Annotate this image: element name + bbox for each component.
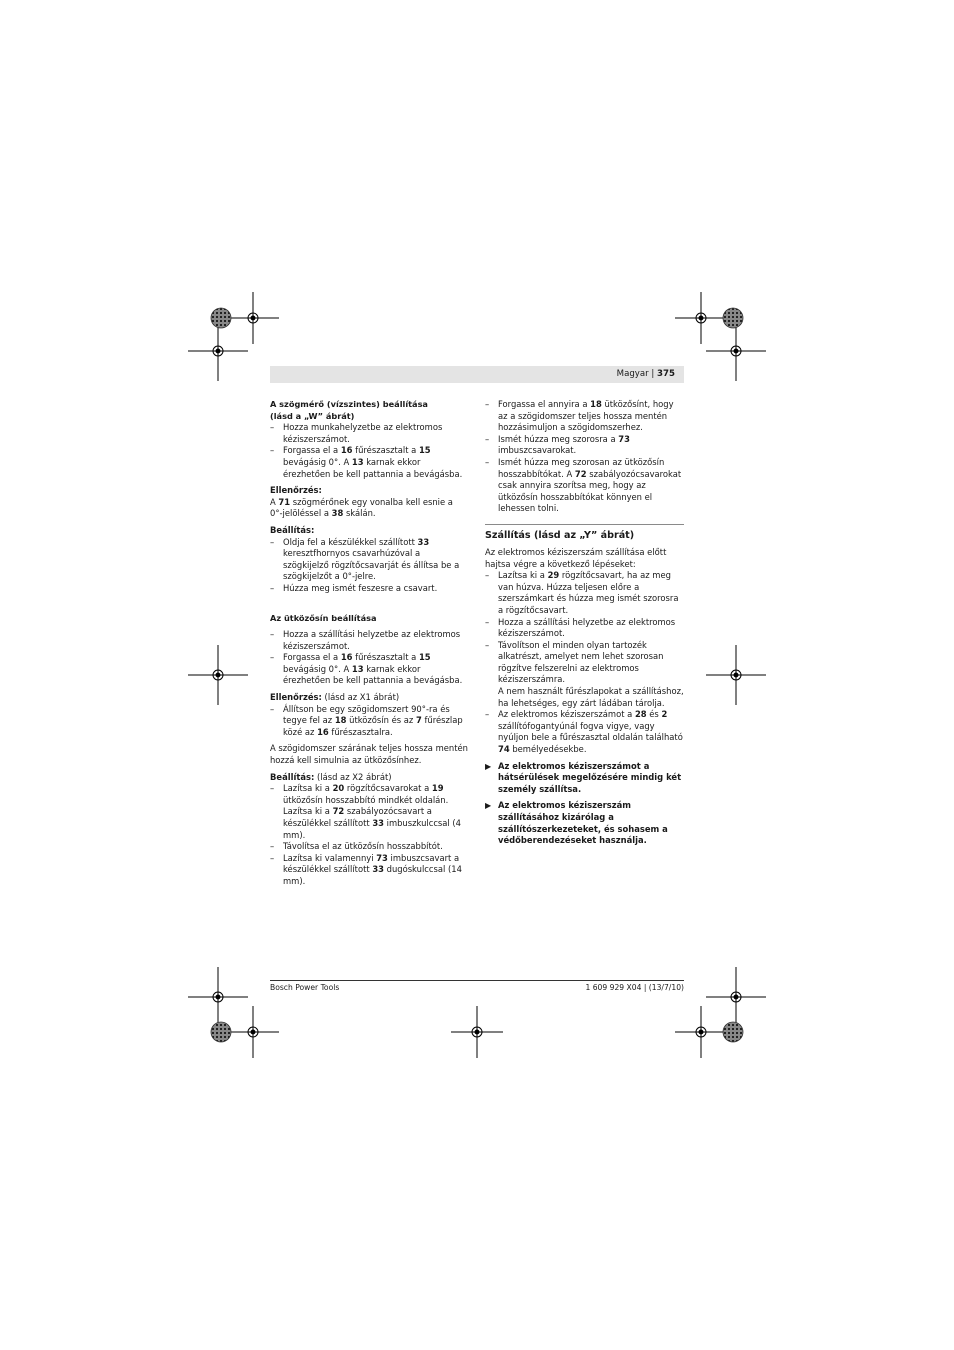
list-item-continuation: A nem használt fűrészlapokat a szállításhoz, ha lehetséges, egy zárt ládában tárolja.: [498, 686, 684, 708]
arrow-icon: ▶: [485, 801, 492, 811]
list-item: – Forgassa el a 16 fűrészasztalt a 15 bevágásig 0°. A 13 karnak ekkor érezhetően be kell pattannia a bevágásba.: [270, 652, 463, 686]
list-item-text: Állítson be egy szögidomszert 90°-ra és tegye fel az 18 ütközősín és az 7 fűrészlap közé az 16 fűrészasztalra.: [283, 703, 463, 737]
list-item: – Lazítsa ki valamennyi 73 imbuszcsavart a készülékkel szállított 33 dugóskulccsal (14 mm).: [270, 852, 462, 886]
page-number: 375: [657, 369, 675, 379]
footer-doc-number: 1 609 929 X04 | (13/7/10): [585, 983, 684, 992]
list-item-text: Az elektromos kéziszerszámot a 28 és 2 szállítófogantyúnál fogva vigye, vagy nyúljon bele a fűrészasztal oldalán található 74 bemélyedésekbe.: [498, 709, 683, 755]
warning-text: Az elektromos kéziszerszám szállításához kizárólag a szállítószerkezeteket, és sohasem a védőberendezéseket használja.: [498, 800, 668, 846]
list-item: – Állítson be egy szögidomszert 90°-ra és tegye fel az 18 ütközősín és az 7 fűrészlap közé az 16 fűrészasztalra.: [270, 703, 463, 737]
list-item-text: Lazítsa ki valamennyi 73 imbuszcsavart a készülékkel szállított 33 dugóskulccsal (14 mm).: [283, 852, 462, 886]
list-item-text: Ismét húzza meg szorosra a 73 imbuszcsavarokat.: [498, 433, 630, 456]
check-label: Ellenőrzés:: [270, 692, 322, 703]
section-title-line1: A szögmérő (vízszintes) beállítása: [270, 399, 428, 409]
list-item-text: Húzza meg ismét feszesre a csavart.: [283, 582, 438, 593]
list-item: – Forgassa el a 16 fűrészasztalt a 15 bevágásig 0°. A 13 karnak ekkor érezhetően be kell pattannia a bevágásba.: [270, 445, 463, 479]
list-item-text: Hozza munkahelyzetbe az elektromos kéziszerszámot.: [283, 422, 443, 444]
check-text: A 71 szögmérőnek egy vonalba kell esnie a 0°-jelöléssel a 38 skálán.: [270, 496, 453, 519]
section-title-line2: (lásd a „W” ábrát): [270, 410, 355, 421]
list-item-text: Forgassa el a 16 fűrészasztalt a 15 bevágásig 0°. A 13 karnak ekkor érezhetően be kell pattannia a bevágásba.: [283, 652, 463, 686]
list-item-text: Távolítson el minden olyan tartozék alkatrészt, amelyet nem lehet szorosan rögzítve felszerelni az elektromos kéziszerszámra.: [498, 639, 664, 685]
adjust-suffix: (lásd az X2 ábrát): [314, 771, 392, 782]
header-separator: |: [648, 369, 658, 379]
list-item: – Ismét húzza meg szorosan az ütközősín hosszabbítókat. A 72 szabályozócsavarokat csak annyira szorítsa meg, hogy az ütközősín hosszabbítókat könnyen el lehessen tolni.: [485, 456, 682, 514]
check-label: Ellenőrzés:: [270, 485, 322, 496]
list-item: – Hozza a szállítási helyzetbe az elektromos kéziszerszámot.: [270, 629, 461, 651]
list-item: – Az elektromos kéziszerszámot a 28 és 2 szállítófogantyúnál fogva vigye, vagy nyúljon bele a fűrészasztal oldalán található 74 bemélyedésekbe.: [485, 709, 683, 755]
list-item: – Hozza munkahelyzetbe az elektromos kéziszerszámot.: [270, 422, 443, 444]
adjust-label: Beállítás:: [270, 524, 315, 535]
list-item: – Távolítsa el az ütközősín hosszabbítót.: [270, 841, 443, 852]
adjust-label: Beállítás:: [270, 771, 315, 782]
list-item: – Lazítsa ki a 29 rögzítőcsavart, ha az meg van húzva. Húzza teljesen előre a szerszámkart és húzza meg ismét szorosra a rögzítőcsavart.: [485, 570, 679, 615]
list-item: – Távolítson el minden olyan tartozék alkatrészt, amelyet nem lehet szorosan rögzítve felszerelni az elektromos kéziszerszámra.: [485, 639, 664, 685]
list-item-text: Oldja fel a készülékkel szállított 33 keresztfhornyos csavarhúzóval a szögkijelző rögzítőcsavarját és állítsa be a szögkijelzőt a 0°-jelre.: [283, 536, 460, 582]
list-item-text: Ismét húzza meg szorosan az ütközősín hosszabbítókat. A 72 szabályozócsavarokat csak annyira szorítsa meg, hogy az ütközősín hosszabbítókat könnyen el lehessen tolni.: [498, 456, 682, 514]
list-item: – Ismét húzza meg szorosra a 73 imbuszcsavarokat.: [485, 433, 630, 456]
section-title-transport: Szállítás (lásd az „Y” ábrát): [485, 529, 635, 541]
list-item-text: Hozza a szállítási helyzetbe az elektromos kéziszerszámot.: [283, 629, 461, 651]
arrow-icon: ▶: [485, 761, 492, 771]
note-text: A szögidomszer szárának teljes hossza mentén hozzá kell simulnia az ütközősínhez.: [270, 743, 468, 766]
list-item-text: Forgassa el a 16 fűrészasztalt a 15 bevágásig 0°. A 13 karnak ekkor érezhetően be kell pattannia a bevágásba.: [283, 445, 463, 479]
transport-intro: Az elektromos kéziszerszám szállítása előtt hajtsa végre a következő lépéseket:: [485, 546, 667, 569]
list-item-text: Lazítsa ki a 29 rögzítőcsavart, ha az meg van húzva. Húzza teljesen előre a szerszámkart és húzza meg ismét szorosra a rögzítőcsavart.: [498, 570, 679, 615]
list-item-text: Hozza a szállítási helyzetbe az elektromos kéziszerszámot.: [498, 616, 676, 639]
list-item: – Hozza a szállítási helyzetbe az elektromos kéziszerszámot.: [485, 616, 676, 639]
list-item: – Oldja fel a készülékkel szállított 33 keresztfhornyos csavarhúzóval a szögkijelző rögzítőcsavarját és állítsa be a szögkijelzőt a 0°-jelre.: [270, 536, 460, 582]
list-item: – Húzza meg ismét feszesre a csavart.: [270, 582, 438, 593]
list-item-text: Lazítsa ki a 20 rögzítőcsavarokat a 19 ütközősín hosszabbító mindkét oldalán. Lazítsa ki a 72 szabályozócsavart a készülékkel szállított 33 imbuszkulccsal (4 mm).: [283, 783, 462, 840]
check-suffix: (lásd az X1 ábrát): [321, 692, 400, 703]
list-item: – Lazítsa ki a 20 rögzítőcsavarokat a 19 ütközősín hosszabbító mindkét oldalán. Lazítsa ki a 72 szabályozócsavart a készülékkel szállított 33 imbuszkulccsal (4 mm).: [270, 783, 462, 840]
section-title-fence: Az ütközősín beállítása: [270, 612, 377, 623]
list-item-text: Forgassa el annyira a 18 ütközősínt, hogy az a szögidomszer teljes hossza mentén hozzásimuljon a szögidomszerhez.: [498, 399, 674, 433]
list-item-text: Távolítsa el az ütközősín hosszabbítót.: [283, 841, 443, 852]
footer-brand: Bosch Power Tools: [270, 983, 340, 992]
header-language: Magyar: [616, 369, 649, 379]
warning-text: Az elektromos kéziszerszámot a hátsérülések megelőzésére mindig két személy szállítsa.: [498, 760, 682, 794]
list-item: – Forgassa el annyira a 18 ütközősínt, hogy az a szögidomszer teljes hossza mentén hozzásimuljon a szögidomszerhez.: [485, 399, 674, 433]
